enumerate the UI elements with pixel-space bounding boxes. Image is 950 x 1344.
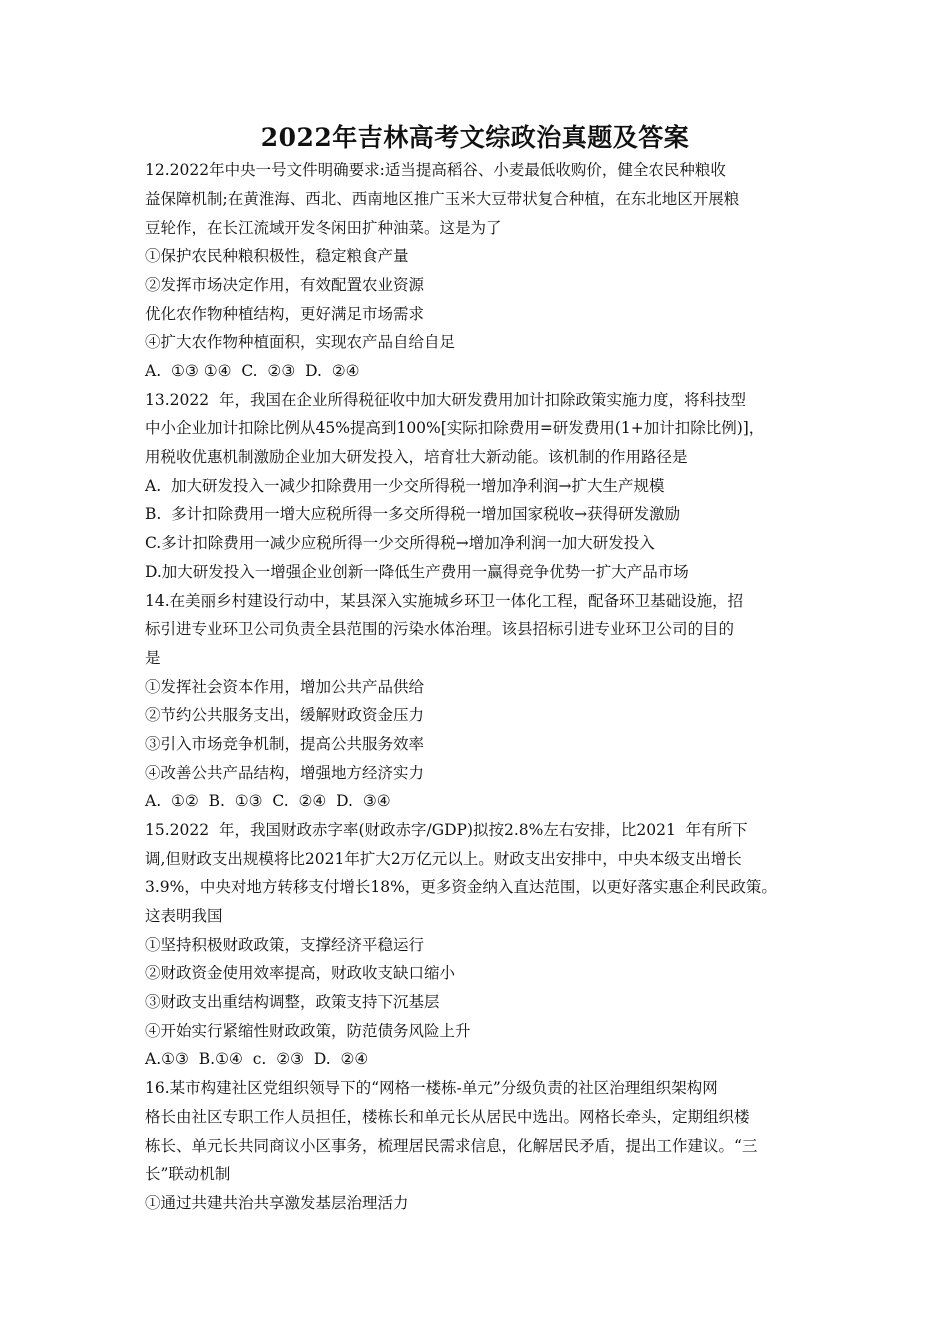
- text-line: ②节约公共服务支出，缓解财政资金压力: [145, 706, 425, 724]
- text-line: ④开始实行紧缩性财政政策，防范债务风险上升: [145, 1022, 471, 1040]
- text-line: 用税收优惠机制激励企业加大研发投入，培育壮大新动能。该机制的作用路径是: [145, 448, 688, 466]
- text-line: B. 多计扣除费用一增大应税所得一多交所得税一增加国家税收→获得研发激励: [145, 505, 681, 523]
- text-line: 15.2022 年，我国财政赤字率(财政赤字/GDP)拟按2.8%左右安排，比2021 年有所下: [145, 821, 748, 839]
- text-line: 优化农作物种植结构，更好满足市场需求: [145, 305, 425, 323]
- text-line: 16.某市构建社区党组织领导下的“网格一楼栋-单元”分级负责的社区治理组织架构网: [145, 1079, 718, 1097]
- text-line: A.①③ B.①④ c. ②③ D. ②④: [145, 1050, 369, 1068]
- text-line: 中小企业加计扣除比例从45%提高到100%[实际扣除费用=研发费用(1+加计扣除比例)]，: [145, 419, 765, 437]
- text-line: 3.9%，中央对地方转移支付增长18%，更多资金纳入直达范围，以更好落实惠企利民政策。: [145, 878, 777, 896]
- text-line: ④改善公共产品结构，增强地方经济实力: [145, 764, 425, 782]
- text-line: 14.在美丽乡村建设行动中，某县深入实施城乡环卫一体化工程，配备环卫基础设施，招: [145, 592, 744, 610]
- text-line: A. 加大研发投入一减少扣除费用一少交所得税一增加净利润→扩大生产规模: [145, 477, 665, 495]
- text-line: 是: [145, 649, 161, 667]
- text-line: 调,但财政支出规模将比2021年扩大2万亿元以上。财政支出安排中，中央本级支出增长: [145, 850, 742, 868]
- text-line: ①坚持积极财政政策，支撑经济平稳运行: [145, 936, 425, 954]
- text-line: ②财政资金使用效率提高，财政收支缺口缩小: [145, 964, 456, 982]
- text-line: 12.2022年中央一号文件明确要求:适当提高稻谷、小麦最低收购价，健全农民种粮收: [145, 161, 726, 179]
- page-title: 2022年吉林高考文综政治真题及答案: [260, 123, 690, 152]
- text-line: ③财政支出重结构调整，政策支持下沉基层: [145, 993, 440, 1011]
- text-line: 标引进专业环卫公司负责全县范围的污染水体治理。该县招标引进专业环卫公司的目的: [145, 620, 735, 638]
- text-line: ④扩大农作物种植面积，实现农产品自给自足: [145, 333, 456, 351]
- text-line: ①保护农民种粮积极性，稳定粮食产量: [145, 247, 409, 265]
- text-line: D.加大研发投入一增强企业创新一降低生产费用一赢得竞争优势一扩大产品市场: [145, 563, 689, 581]
- text-line: A. ①③ ①④ C. ②③ D. ②④: [145, 362, 360, 380]
- text-line: 豆轮作，在长江流域开发冬闲田扩种油菜。这是为了: [145, 219, 502, 237]
- text-line: ①发挥社会资本作用，增加公共产品供给: [145, 678, 425, 696]
- text-line: ③引入市场竞争机制，提高公共服务效率: [145, 735, 425, 753]
- text-line: 栋长、单元长共同商议小区事务，梳理居民需求信息，化解居民矛盾，提出工作建议。“三: [145, 1137, 758, 1155]
- text-line: 长”联动机制: [145, 1165, 231, 1183]
- text-line: C.多计扣除费用一减少应税所得一少交所得税→增加净利润一加大研发投入: [145, 534, 655, 552]
- text-line: 13.2022 年，我国在企业所得税征收中加大研发费用加计扣除政策实施力度，将科技型: [145, 391, 746, 409]
- text-line: 这表明我国: [145, 907, 223, 925]
- text-line: ②发挥市场决定作用，有效配置农业资源: [145, 276, 425, 294]
- text-line: 益保障机制;在黄淮海、西北、西南地区推广玉米大豆带状复合种植，在东北地区开展粮: [145, 190, 740, 208]
- text-line: A. ①② B. ①③ C. ②④ D. ③④: [145, 792, 391, 810]
- text-line: 格长由社区专职工作人员担任，楼栋长和单元长从居民中选出。网格长牵头，定期组织楼: [145, 1108, 750, 1126]
- text-line: ①通过共建共治共享激发基层治理活力: [145, 1194, 409, 1212]
